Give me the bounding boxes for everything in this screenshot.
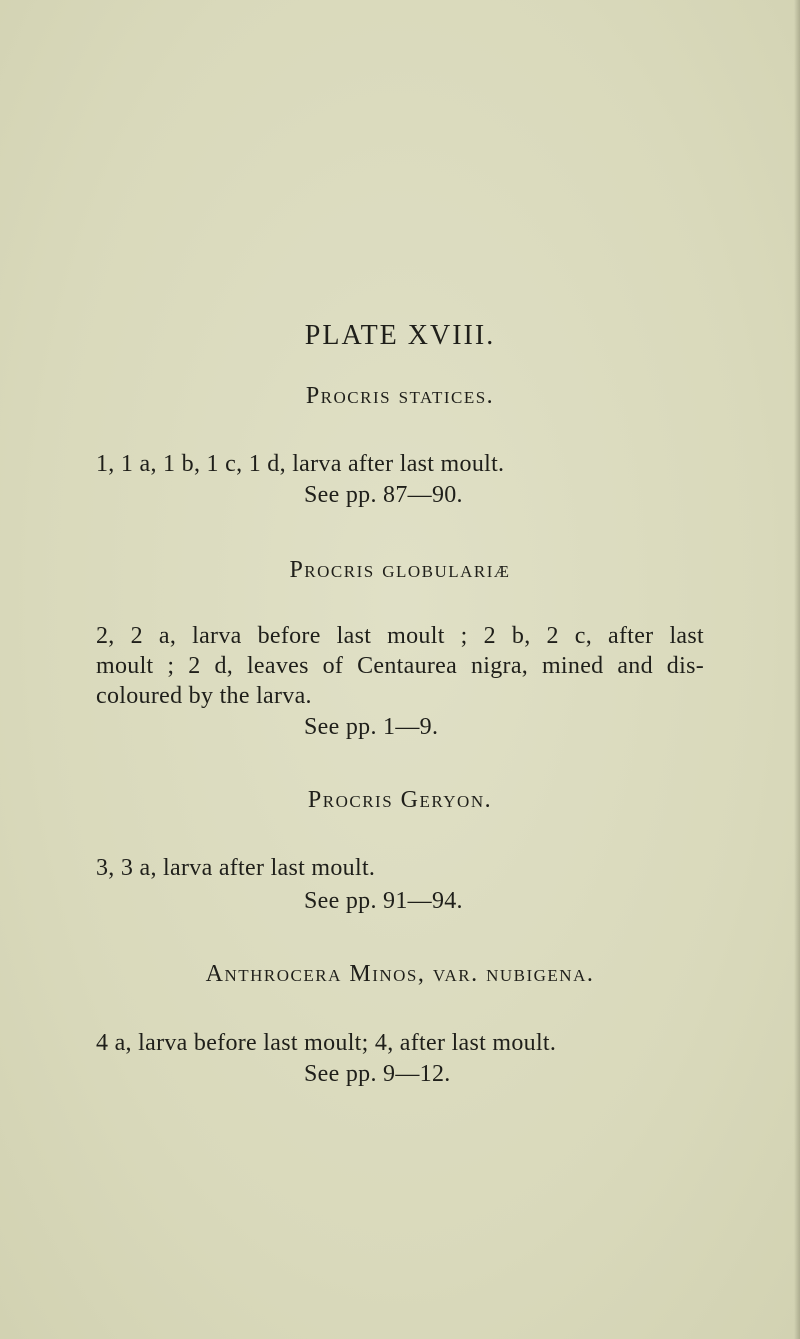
page-edge-shadow bbox=[794, 0, 800, 1339]
section-2-line-1: 2, 2 a, larva before last moult ; 2 b, 2 c, after last bbox=[96, 623, 704, 649]
section-heading-anthrocera-minos: Anthrocera Minos, var. nubigena. bbox=[205, 961, 595, 987]
section-heading-procris-statices: Procris statices. bbox=[305, 383, 495, 409]
section-heading-procris-globulariae: Procris globulariæ bbox=[289, 557, 511, 583]
section-heading-procris-geryon: Procris Geryon. bbox=[307, 787, 493, 813]
section-2-line-3: coloured by the larva. bbox=[96, 683, 312, 709]
section-3-page-ref: See pp. 91—94. bbox=[304, 888, 463, 914]
section-4-page-ref: See pp. 9—12. bbox=[304, 1061, 451, 1087]
section-1-line-1: 1, 1 a, 1 b, 1 c, 1 d, larva after last moult. bbox=[96, 451, 505, 477]
plate-title: PLATE XVIII. bbox=[304, 320, 496, 351]
section-4-line-1: 4 a, larva before last moult; 4, after last moult. bbox=[96, 1030, 557, 1056]
section-2-line-2: moult ; 2 d, leaves of Centaurea nigra, mined and dis- bbox=[96, 653, 704, 679]
section-1-page-ref: See pp. 87—90. bbox=[304, 482, 463, 508]
section-2-page-ref: See pp. 1—9. bbox=[304, 714, 439, 740]
section-3-line-1: 3, 3 a, larva after last moult. bbox=[96, 855, 376, 881]
